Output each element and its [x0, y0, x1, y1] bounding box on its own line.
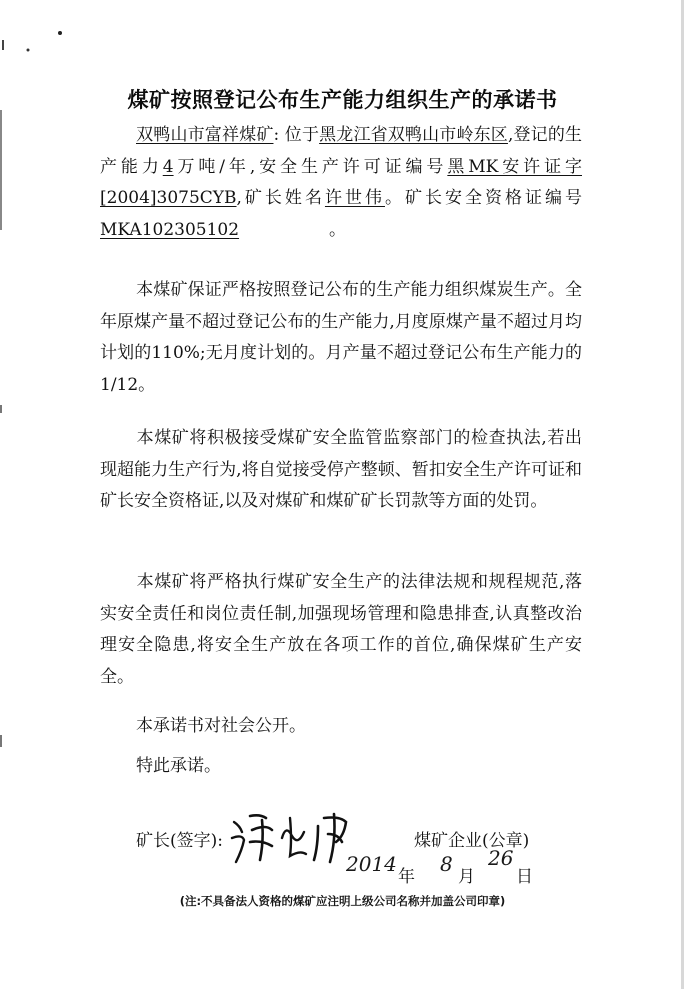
paragraph-text: 本煤矿将积极接受煤矿安全监管监察部门的检查执法,若出现超能力生产行为,将自觉接受停产整顿、暂扣安全生产许可证和矿长安全资格证,以及对煤矿和煤矿矿长罚款等方面的处罚。 — [100, 428, 582, 511]
paragraph-text: 本煤矿将严格执行煤矿安全生产的法律法规和规程规范,落实安全责任和岗位责任制,加强现场管理和隐患排查,认真整改治理安全隐患,将安全生产放在各项工作的首位,确保煤矿生产安全。 — [100, 572, 582, 687]
manager-name: 许世伟 — [324, 188, 385, 208]
mine-location: 黑龙江省双鸭山市岭东区 — [319, 125, 508, 145]
footnote: (注:不具备法人资格的煤矿应注明上级公司名称并加盖公司印章) — [179, 894, 506, 908]
document-title: 煤矿按照登记公布生产能力组织生产的承诺书 — [127, 88, 558, 112]
intro-paragraph: 双鸭山市富祥煤矿: 位于黑龙江省双鸭山市岭东区,登记的生产能力4万吨/年,安全生产许可证编号黑MK安许证字[2004]3075CYB,矿长姓名许世伟。矿长安全资格证编号MKA102305102 。 — [100, 125, 583, 240]
date-year-handwritten: 2014 — [346, 852, 397, 876]
date-year-label: 年 — [398, 867, 415, 887]
capacity-value: 4 — [162, 156, 174, 177]
paragraph-text: 本煤矿保证严格按照登记公布的生产能力组织煤炭生产。全年原煤产量不超过登记公布的生产能力,月度原煤产量不超过月均计划的110%;无月度计划的。月产量不超过登记公布生产能力的1/12。 — [100, 280, 582, 395]
public-statement: 本承诺书对社会公开。 — [136, 716, 306, 736]
mine-name: 双鸭山市富祥煤矿 — [136, 125, 274, 145]
date-day-handwritten: 26 — [488, 846, 514, 870]
certificate-number: MKA102305102 — [100, 219, 240, 240]
date-month-label: 月 — [458, 867, 475, 887]
handwritten-signature — [228, 808, 358, 868]
closing-statement: 特此承诺。 — [136, 756, 221, 776]
date-day-label: 日 — [516, 867, 533, 887]
date-month-handwritten: 8 — [440, 852, 453, 876]
license-number: 黑MK安许证字[2004]3075CYB — [100, 156, 582, 208]
signature-label: 矿长(签字): — [136, 831, 223, 851]
seal-label: 煤矿企业(公章) — [414, 831, 530, 851]
